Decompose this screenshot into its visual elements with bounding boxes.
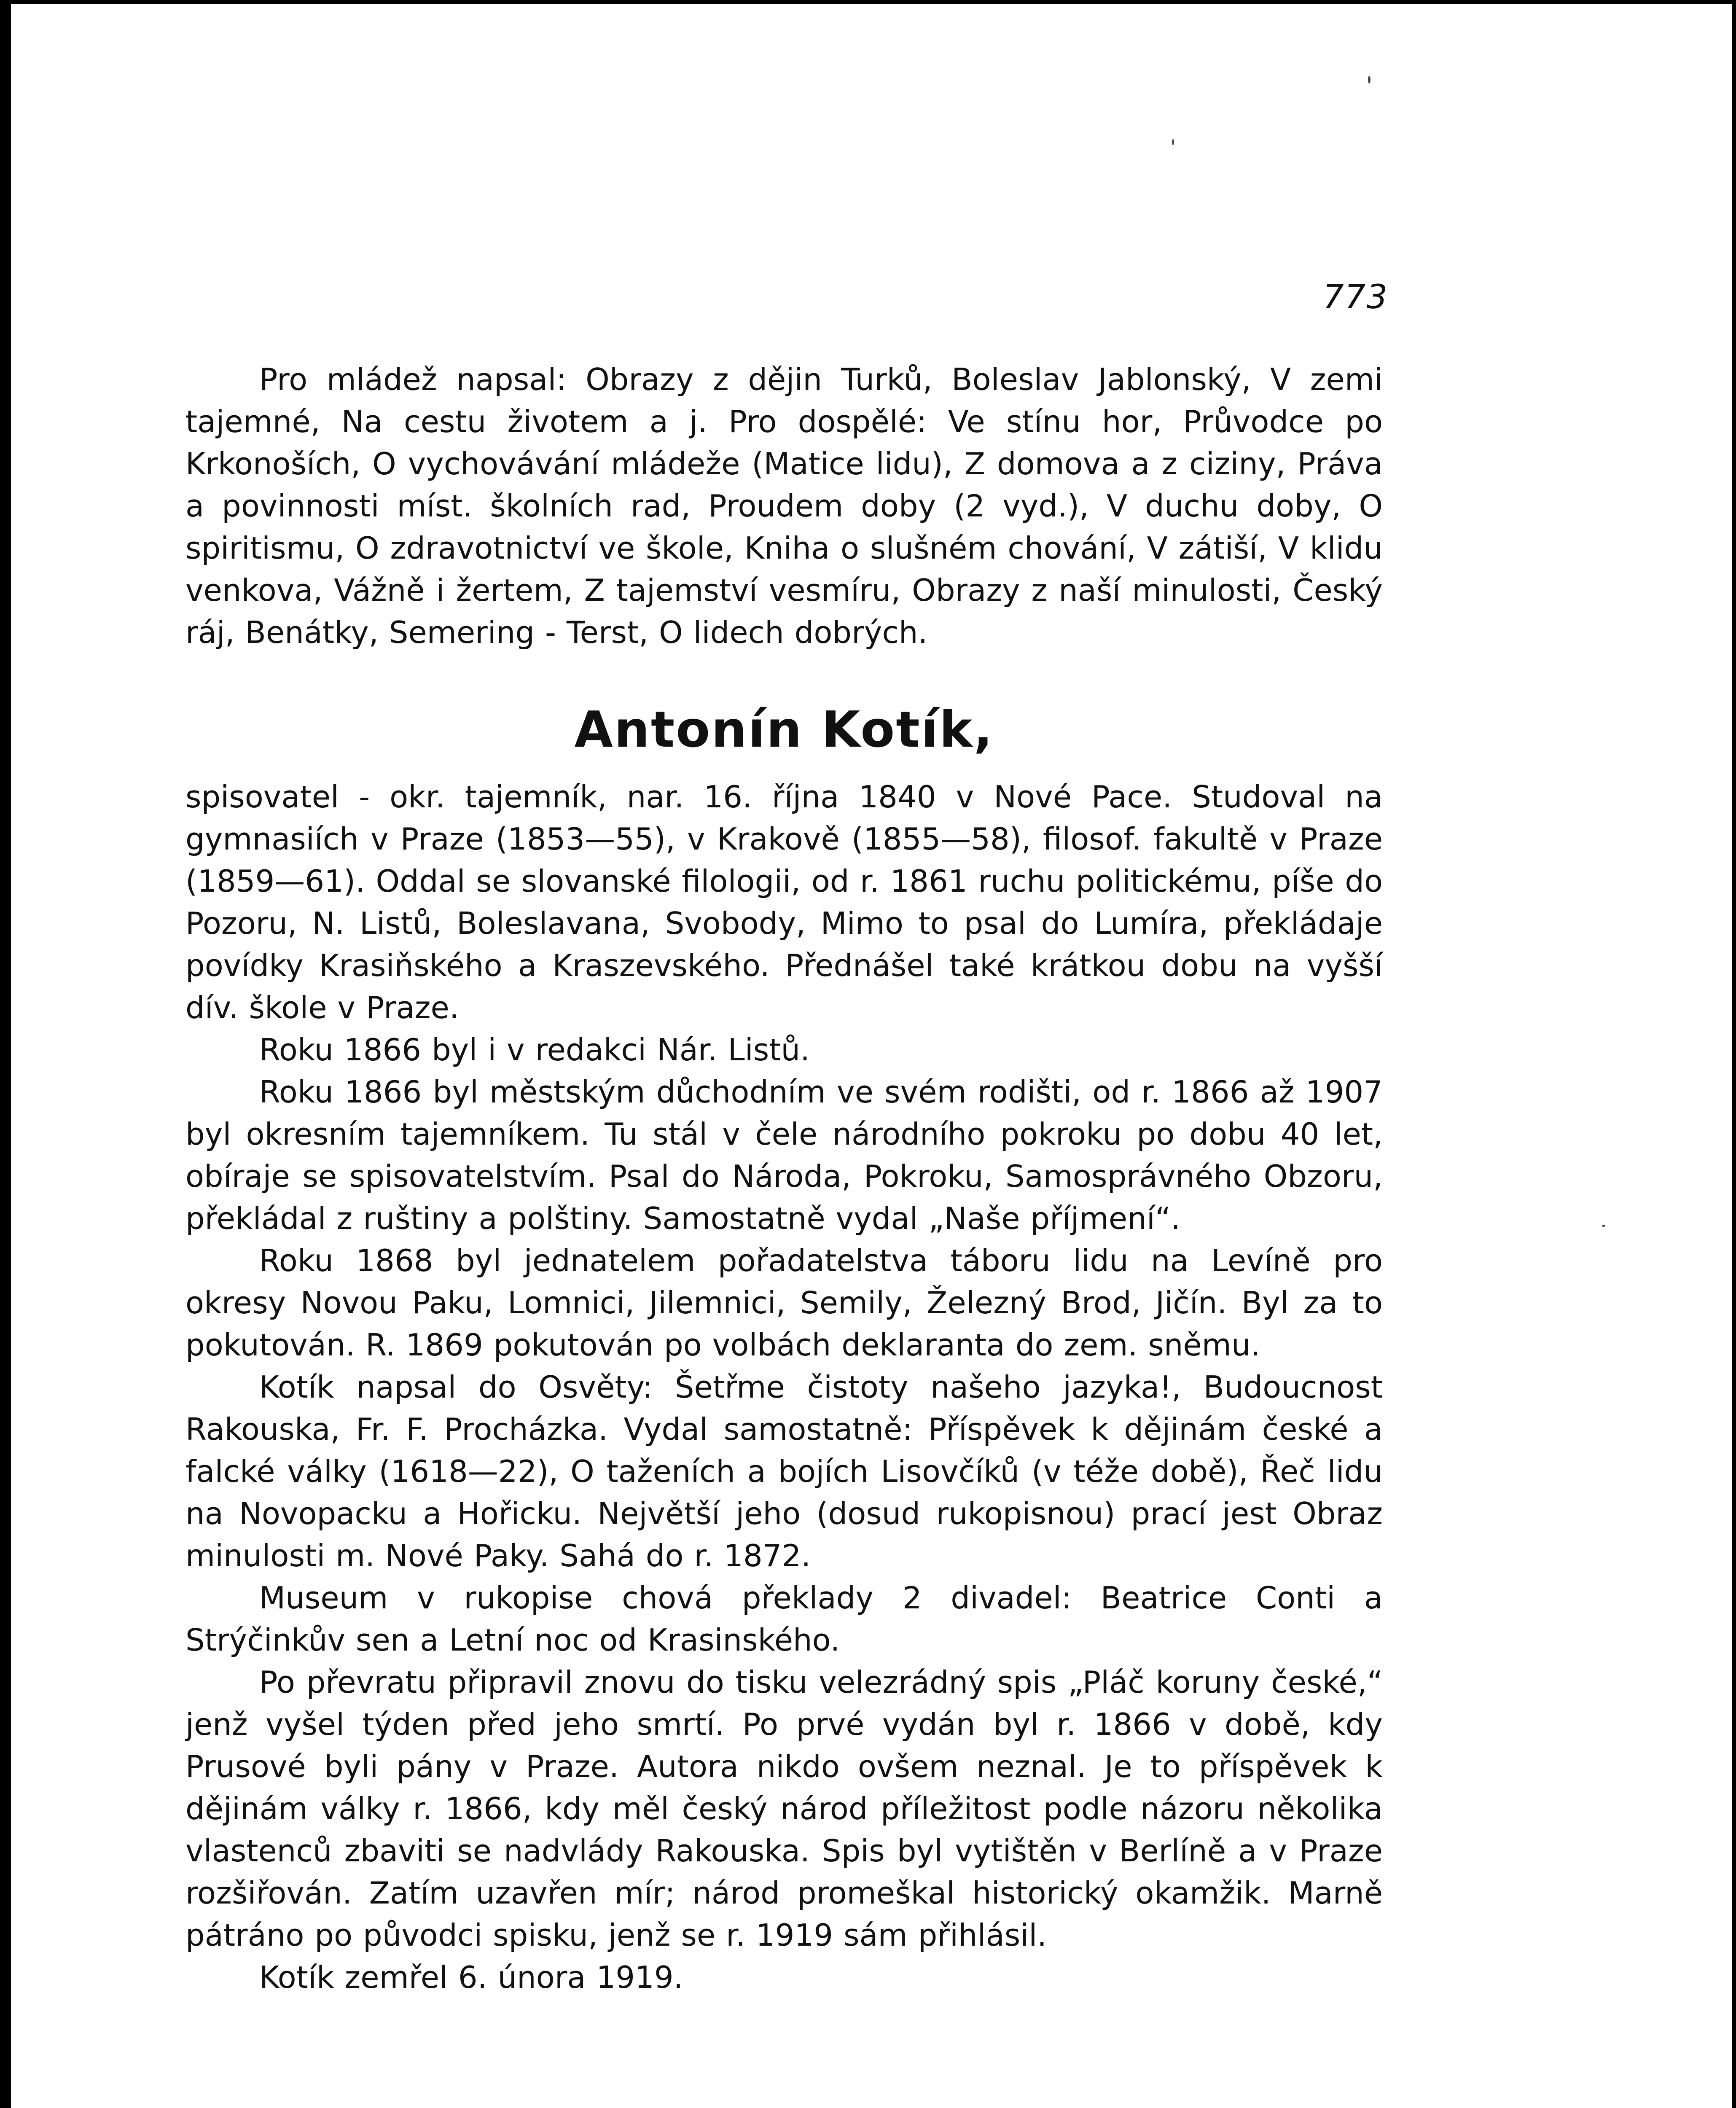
entry-paragraph-5: Museum v rukopise chová překlady 2 divadel: Beatrice Conti a Strýčinkův sen a Letní noc od Krasinského. [185,1580,1383,1658]
binding-edge [0,0,11,2108]
page-number: 773 [1323,278,1388,316]
entry-paragraph-2: Roku 1866 byl městským důchodním ve svém rodišti, od r. 1866 až 1907 byl okresním tajemníkem. Tu stál v čele národního pokroku po dobu 40 let, obíraje se spisovatelstvím. Psal do Národa, Pokroku, Samosprávného Obzoru, překládal z ruštiny a polštiny. Samostatně vydal „Naše příjmení“. [185,1074,1383,1236]
entry-paragraph-7: Kotík zemřel 6. února 1919. [259,1960,683,1995]
entry-paragraph-6: Po převratu připravil znovu do tisku velezrádný spis „Pláč koruny české,“ jenž vyšel týden před jeho smrtí. Po prvé vydán byl r. 1866 v době, kdy Prusové byli pány v Praze. Autora nikdo ovšem neznal. Je to příspěvek k dějinám války r. 1866, kdy měl český národ příležitost podle názoru několika vlastenců zbaviti se nadvlády Rakouska. Spis byl vytištěn v Berlíně a v Praze rozšiřován. Zatím uzavřen mír; národ promeškal historický okamžik. Marně pátráno po původci spisku, jenž se r. 1919 sám přihlásil. [185,1664,1383,1953]
page-body [185,358,1383,1998]
scan-speck [1172,139,1174,145]
entry-heading: Antonín Kotík, [574,700,994,758]
entry-paragraph-4: Kotík napsal do Osvěty: Šetřme čistoty našeho jazyka!, Budoucnost Rakouska, Fr. F. Procházka. Vydal samostatně: Příspěvek k dějinám české a falcké války (1618—22), O taženích a bojích Lisovčíků (v téže době), Řeč lidu na Novopacku a Hořicku. Největší jeho (dosud rukopisnou) prací jest Obraz minulosti m. Nové Paky. Sahá do r. 1872. [185,1369,1383,1573]
entry-paragraph-1: Roku 1866 byl i v redakci Nár. Listů. [259,1032,810,1067]
entry-intro-paragraph: spisovatel - okr. tajemník, nar. 16. října 1840 v Nové Pace. Studoval na gymnasiích v Praze (1853—55), v Krakově (1855—58), filosof. fakultě v Praze (1859—61). Oddal se slovanské filologii, od r. 1861 ruchu politickému, píše do Pozoru, N. Listů, Boleslavana, Svobody, Mimo to psal do Lumíra, překládaje povídky Krasiňského a Kraszevského. Přednášel také krátkou dobu na vyšší dív. škole v Praze. [185,779,1383,1025]
entry-paragraph-3: Roku 1868 byl jednatelem pořadatelstva táboru lidu na Levíně pro okresy Novou Paku, Lomnici, Jilemnici, Semily, Železný Brod, Jičín. Byl za to pokutován. R. 1869 pokutován po volbách deklaranta do zem. sněmu. [185,1243,1383,1363]
scan-speck [1368,76,1371,83]
scan-speck [1602,1225,1605,1227]
paragraph-works-list: Pro mládež napsal: Obrazy z dějin Turků, Boleslav Jablonský, V zemi tajemné, Na cestu životem a j. Pro dospělé: Ve stínu hor, Průvodce po Krkonoších, O vychovávání mládeže (Matice lidu), Z domova a z ciziny, Práva a povinnosti míst. školních rad, Proudem doby (2 vyd.), V duchu doby, O spiritismu, O zdravotnictví ve škole, Kniha o slušném chování, V zátiší, V klidu venkova, Vážně i žertem, Z tajemství vesmíru, Obrazy z naší minulosti, Český ráj, Benátky, Semering - Terst, O lidech dobrých. [185,362,1383,650]
